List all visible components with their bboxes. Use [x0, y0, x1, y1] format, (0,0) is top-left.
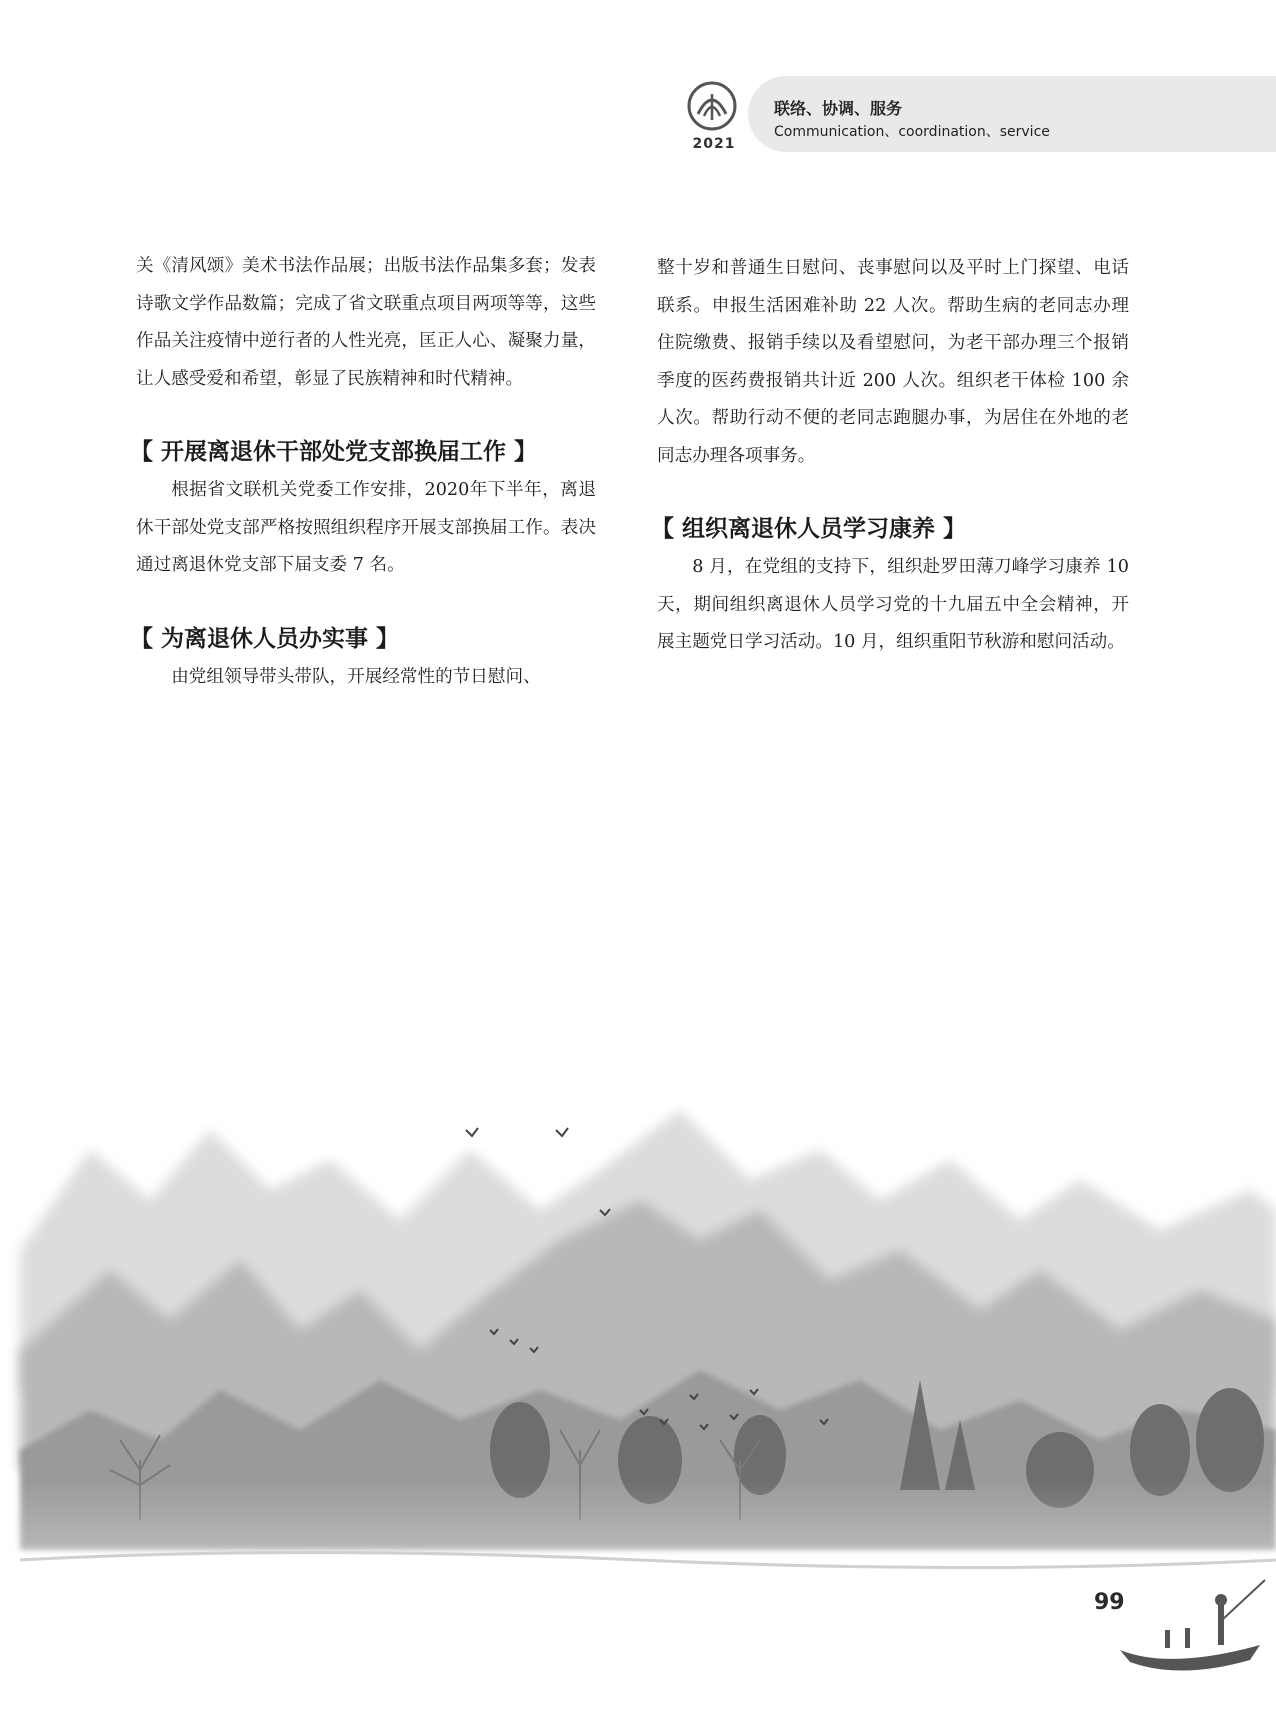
section-heading: 【 为离退休人员办实事 】	[130, 625, 400, 652]
section-body: 根据省文联机关党委工作安排，2020年下半年，离退休干部处党支部严格按照组织程序开展支部换届工作。表决通过离退休党支部下届支委 7 名。	[136, 480, 596, 575]
header-title: 联络、协调、服务	[774, 99, 903, 118]
page-number: 99	[1094, 1590, 1125, 1615]
header-subtitle: Communication、coordination、service	[774, 124, 1050, 140]
left-column	[130, 248, 596, 696]
section-body: 由党组领导带头带队，开展经常性的节日慰问、	[171, 666, 541, 687]
section-heading: 【 组织离退休人员学习康养 】	[651, 516, 967, 542]
emblem-icon	[686, 80, 738, 132]
section-heading: 【 开展离退休干部处党支部换届工作 】	[130, 439, 538, 465]
continued-paragraph: 整十岁和普通生日慰问、丧事慰问以及平时上门探望、电话联系。申报生活困难补助 22 人次。帮助生病的老同志办理住院缴费、报销手续以及看望慰问，为老干部办理三个报销季度的医药费报销共计近 200 人次。组织老干体检 100 余人次。帮助行动不便的老同志跑腿办事，为居住在外地的老同志办理各项事务。	[657, 258, 1129, 466]
ink-landscape-illustration	[0, 1090, 1276, 1719]
right-column	[651, 250, 1129, 662]
header-year: 2021	[692, 136, 736, 152]
section-body: 8 月，在党组的支持下，组织赴罗田薄刀峰学习康养 10 天，期间组织离退休人员学习党的十九届五中全会精神，开展主题党日学习活动。10 月，组织重阳节秋游和慰问活动。	[657, 557, 1129, 652]
intro-paragraph: 关《清风颂》美术书法作品展；出版书法作品集多套；发表诗歌文学作品数篇；完成了省文联重点项目两项等等，这些作品关注疫情中逆行者的人性光亮，匡正人心、凝聚力量，让人感受爱和希望，彰显了民族精神和时代精神。	[136, 256, 596, 389]
